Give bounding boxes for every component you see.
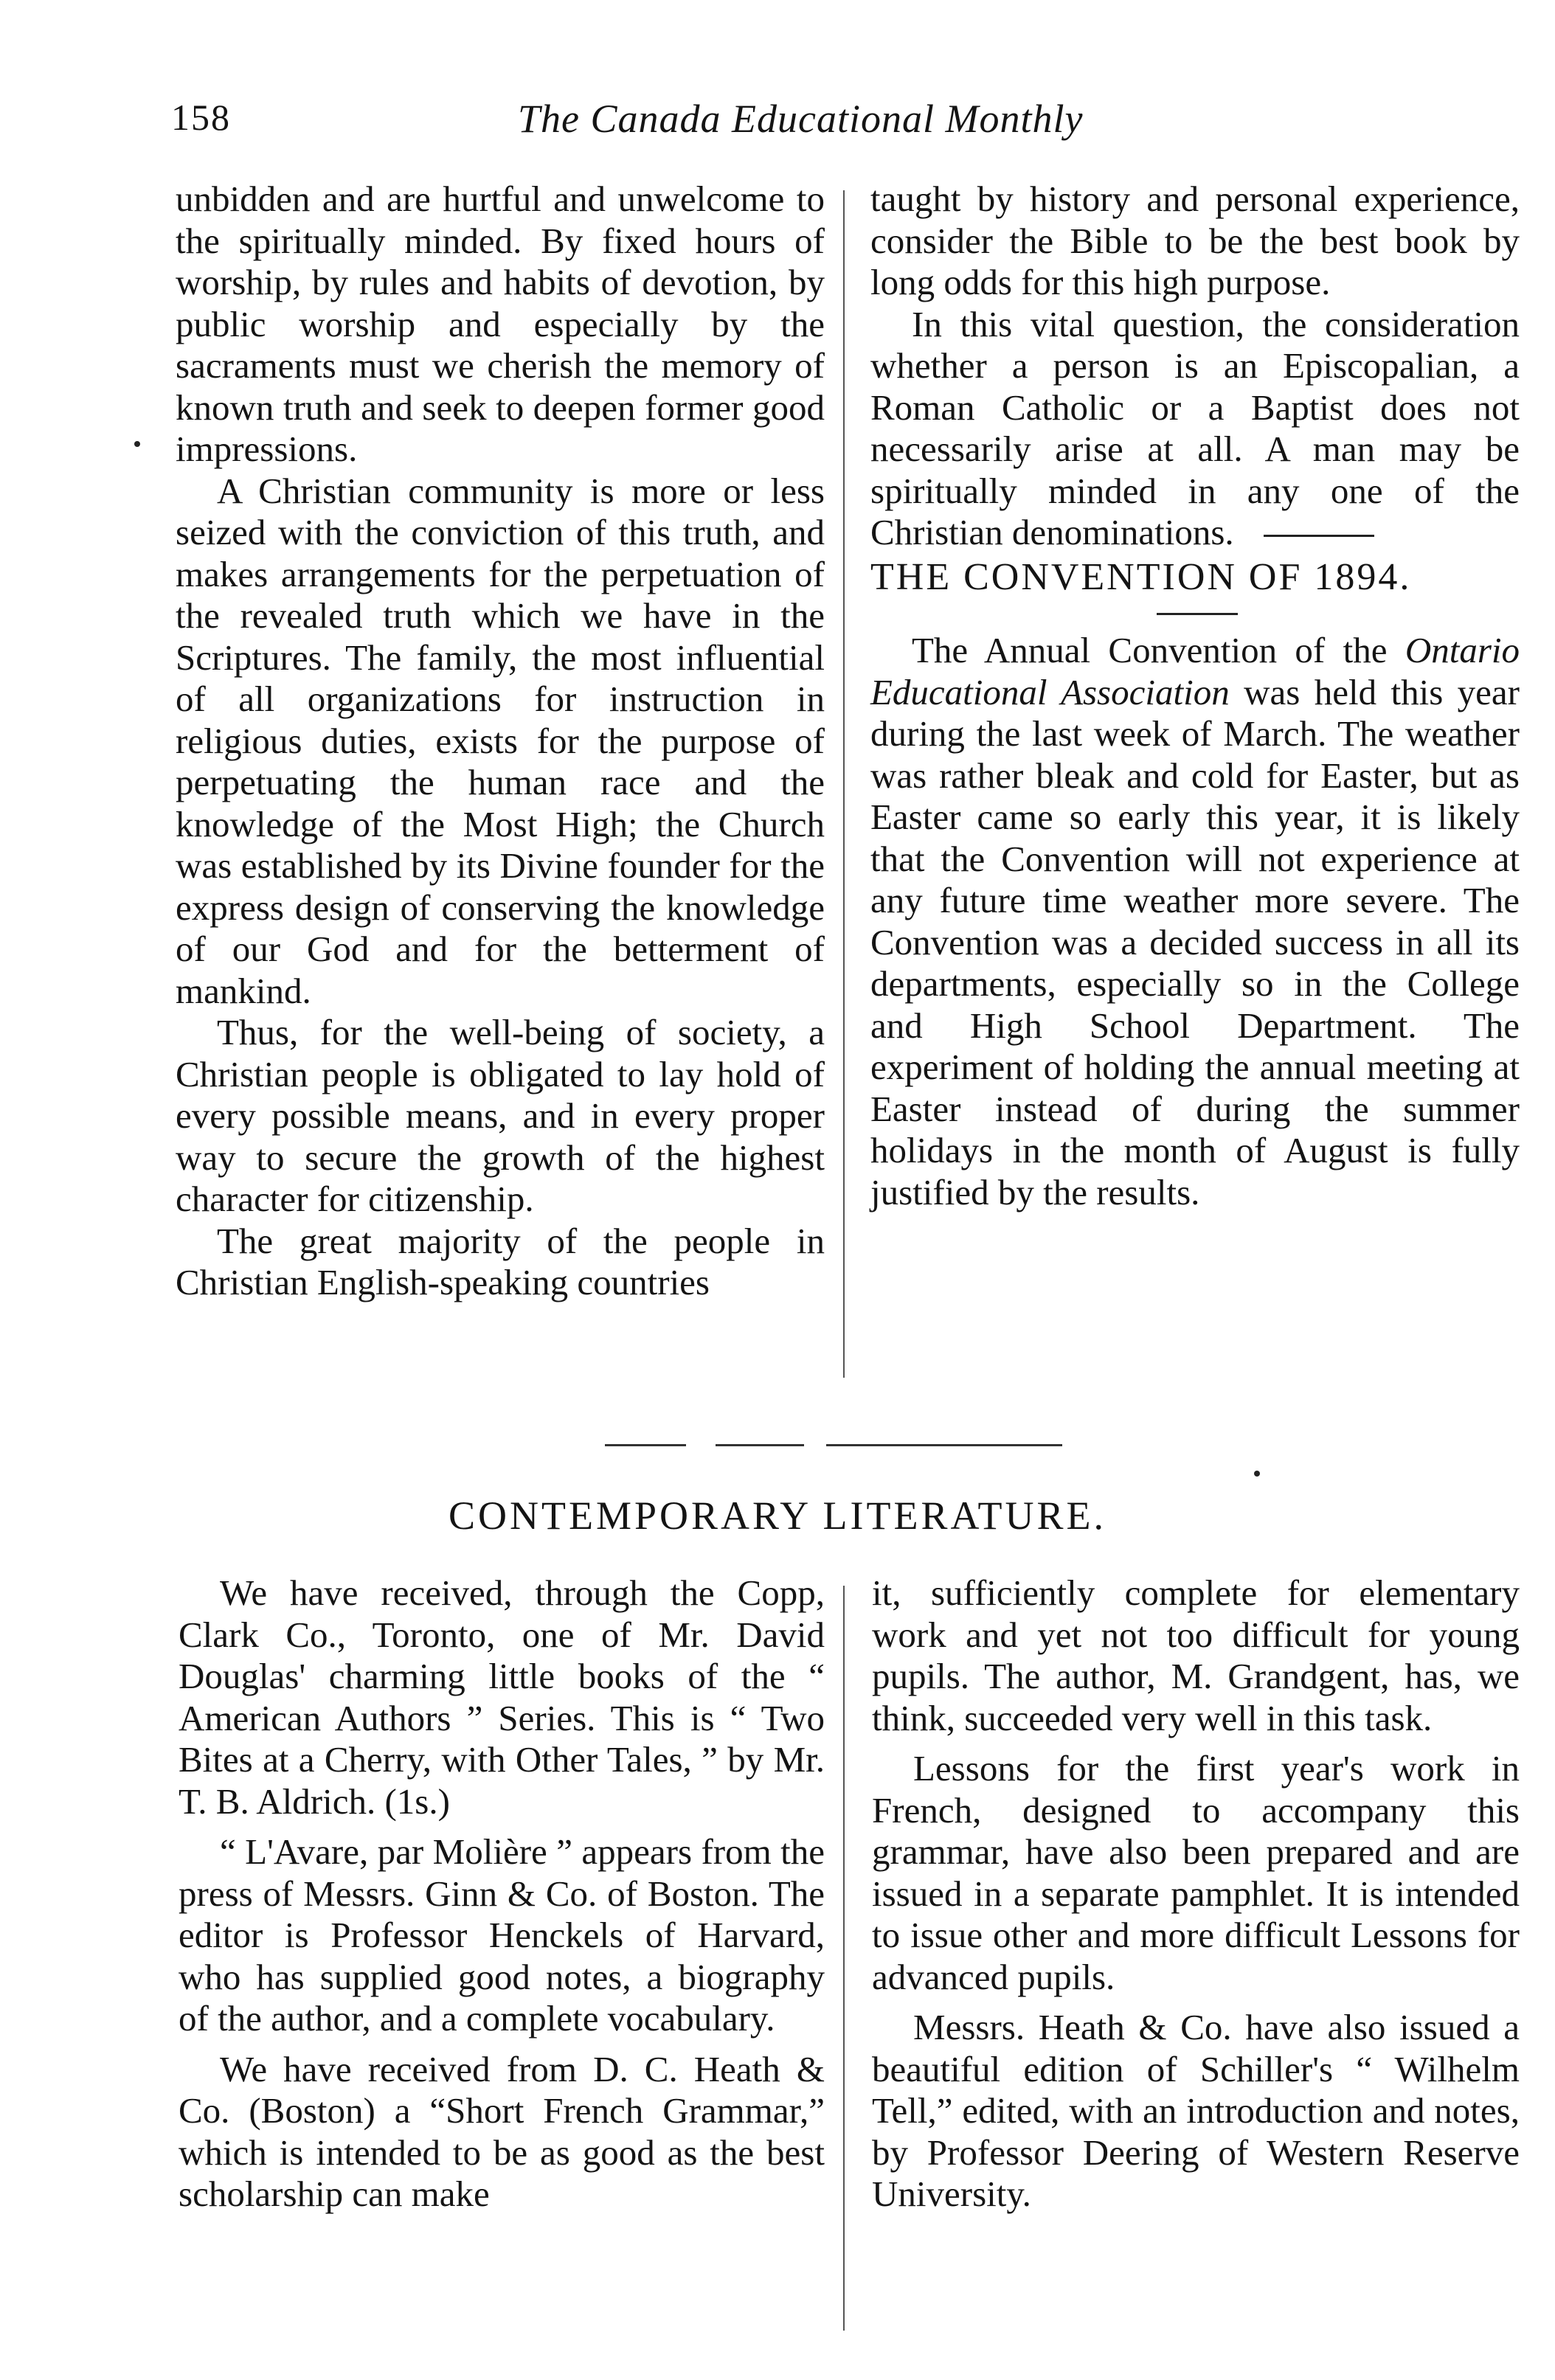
association-name: Ontario Educational Association <box>870 630 1520 712</box>
rule-segment <box>716 1444 804 1446</box>
paragraph: The great majority of the people in Christian English-speaking countries <box>176 1220 825 1302</box>
print-speck <box>1254 1471 1260 1477</box>
paragraph: it, sufficiently complete for elementary work and yet not too difficult for young pupils. The author, M. Grandgent, has, we think, succeeded very well in this task. <box>872 1572 1520 1738</box>
paragraph: taught by history and personal experience, consider the Bible to be the best book by long odds for this high purpose. <box>870 178 1520 302</box>
paragraph: Thus, for the well-being of society, a Christian people is obligated to lay hold of every possible means, and in every proper way to secure the growth of the highest character for citizenship. <box>176 1012 825 1219</box>
section-title: CONTEMPORARY LITERATURE. <box>448 1493 1107 1538</box>
rule-segment <box>826 1444 1062 1446</box>
page-header <box>171 96 1514 155</box>
separator-rule <box>1264 535 1374 537</box>
lower-right-column <box>872 1572 1520 2224</box>
rule-segment <box>605 1444 686 1446</box>
paragraph-text: In this vital question, the consideration whether a person is an Episcopalian, a Roman Catholic or a Baptist does not necessarily arise at all. A man may be spiritually minded in any one of the Christian denominations. <box>870 303 1520 552</box>
paragraph: “ L'Avare, par Molière ” appears from the press of Messrs. Ginn & Co. of Boston. The editor is Professor Henckels of Harvard, who has supplied good notes, a biography of the author, and a complete vocabulary. <box>179 1831 825 2039</box>
heading-rule <box>1157 613 1238 615</box>
paragraph: Messrs. Heath & Co. have also issued a beautiful edition of Schiller's “ Wilhelm Tell,” edited, with an introduction and notes, by Professor Deering of Western Reserve University. <box>872 2007 1520 2214</box>
column-divider <box>843 1586 845 2331</box>
paragraph: We have received from D. C. Heath & Co. (Boston) a “Short French Grammar,” which is intended to be as good as the best scholarship can make <box>179 2048 825 2214</box>
paragraph: Lessons for the first year's work in French, designed to accompany this grammar, have also been prepared and are issued in a separate pamphlet. It is intended to issue other and more difficult Lessons for advanced pupils. <box>872 1748 1520 1997</box>
section-break-rule <box>605 1444 1062 1446</box>
section-heading: THE CONVENTION OF 1894. <box>870 555 1412 598</box>
paragraph: A Christian community is more or less seized with the conviction of this truth, and makes arrangements for the perpetuation of the revealed truth which we have in the Scriptures. The family, the most influential of all organizations for instruction in religious duties, exists for the purpose of perpetuating the human race and the knowledge of the Most High; the Church was established by its Divine founder for the express design of conserving the knowledge of our God and for the betterment of mankind. <box>176 470 825 1011</box>
print-speck <box>134 441 140 447</box>
running-title: The Canada Educational Monthly <box>518 97 1084 141</box>
paragraph <box>870 630 1520 1213</box>
upper-right-column <box>870 178 1520 1213</box>
paragraph-text: The Annual Convention of the <box>912 630 1405 670</box>
lower-left-column <box>179 1572 825 2224</box>
paragraph: unbidden and are hurtful and unwelcome to the spiritually minded. By fixed hours of worship, by rules and habits of devotion, by public worship and especially by the sacraments must we cherish the memory of known truth and seek to deepen former good impressions. <box>176 178 825 469</box>
upper-left-column <box>176 178 825 1304</box>
paragraph-text: was held this year during the last week of March. The weather was rather bleak and cold for Easter, but as Easter came so early this year, it is likely that the Convention will not experience at any future time weather more severe. The Convention was a decided success in all its departments, especially so in the College and High School Department. The experiment of holding the annual meeting at Easter instead of during the summer holidays in the month of August is fully justified by the results. <box>870 671 1520 1212</box>
page-number: 158 <box>171 97 231 138</box>
paragraph <box>870 304 1520 554</box>
paragraph: We have received, through the Copp, Clark Co., Toronto, one of Mr. David Douglas' charming little books of the “ American Authors ” Series. This is “ Two Bites at a Cherry, with Other Tales, ” by Mr. T. B. Aldrich. (1s.) <box>179 1572 825 1822</box>
column-divider <box>843 190 845 1378</box>
